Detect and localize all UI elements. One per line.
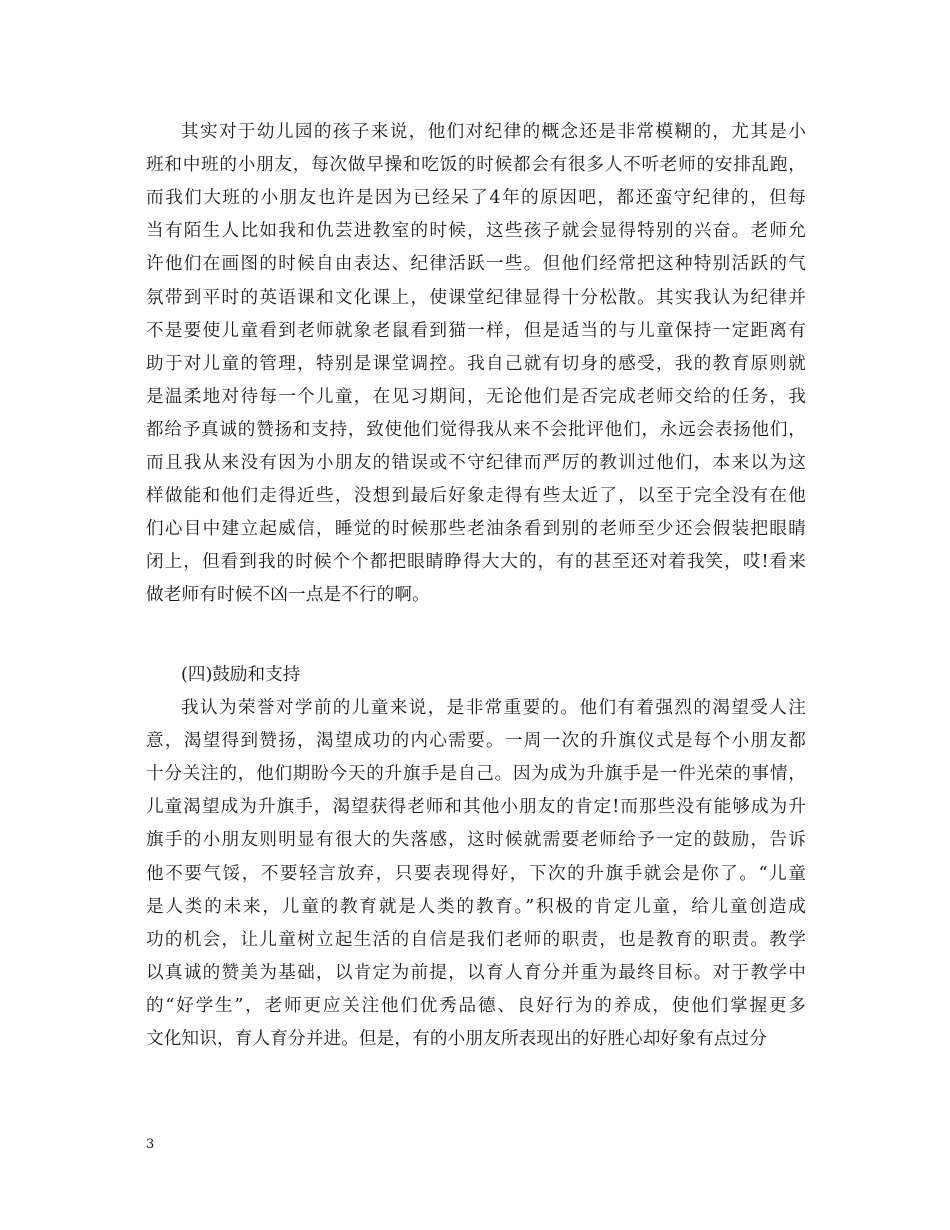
paragraph-line: 当有陌生人比如我和仇芸进教室的时候，这些孩子就会显得特别的兴奋。老师允 — [146, 221, 806, 242]
paragraph-line: 儿童渴望成为升旗手，渴望获得老师和其他小朋友的肯定!而那些没有能够成为升 — [146, 797, 806, 818]
paragraph-line: 而且我从来没有因为小朋友的错误或不守纪律而严厉的教训过他们，本来以为这 — [146, 453, 806, 473]
paragraph-line: 们心目中建立起威信，睡觉的时候那些老油条看到别的老师至少还会假装把眼睛 — [146, 519, 806, 540]
paragraph-line: 旗手的小朋友则明显有很大的失落感，这时候就需要老师给予一定的鼓励，告诉 — [146, 830, 806, 851]
paragraph-line: 意，渴望得到赞扬，渴望成功的内心需要。一周一次的升旗仪式是每个小朋友都 — [146, 731, 806, 752]
paragraph-line: 闭上，但看到我的时候个个都把眼睛睁得大大的，有的甚至还对着我笑，哎!看来 — [146, 552, 806, 573]
paragraph-line: 以真诚的赞美为基础，以肯定为前提，以育人育分并重为最终目标。对于教学中 — [146, 962, 806, 983]
paragraph-line: 助于对儿童的管理，特别是课堂调控。我自己就有切身的感受，我的教育原则就 — [146, 353, 806, 374]
paragraph-line: 的“好学生”，老师更应关注他们优秀品德、良好行为的养成，使他们掌握更多 — [146, 995, 806, 1016]
paragraph-line: 其实对于幼儿园的孩子来说，他们对纪律的概念还是非常模糊的，尤其是小 — [181, 122, 806, 142]
paragraph-line: 我认为荣誉对学前的儿童来说，是非常重要的。他们有着强烈的渴望受人注 — [181, 698, 806, 718]
paragraph-line: 功的机会，让儿童树立起生活的自信是我们老师的职责，也是教育的职责。教学 — [146, 929, 806, 950]
paragraph-line: 是人类的未来，儿童的教育就是人类的教育。”积极的肯定儿童，给儿童创造成 — [146, 896, 806, 917]
paragraph-line: 样做能和他们走得近些，没想到最后好象走得有些太近了，以至于完全没有在他 — [146, 486, 806, 507]
section-heading: (四)鼓励和支持 — [181, 665, 301, 685]
page-number: 3 — [146, 1137, 155, 1152]
paragraph-line: 十分关注的，他们期盼今天的升旗手是自己。因为成为升旗手是一件光荣的事情， — [146, 764, 806, 785]
paragraph-line: 许他们在画图的时候自由表达、纪律活跃一些。但他们经常把这种特别活跃的气 — [146, 254, 806, 275]
paragraph-line: 文化知识，育人育分并进。但是，有的小朋友所表现出的好胜心却好象有点过分 — [146, 1029, 768, 1049]
paragraph-line: 是温柔地对待每一个儿童，在见习期间，无论他们是否完成老师交给的任务，我 — [146, 386, 806, 407]
paragraph-line: 班和中班的小朋友，每次做早操和吃饭的时候都会有很多人不听老师的安排乱跑， — [146, 155, 806, 176]
paragraph-line: 而我们大班的小朋友也许是因为已经呆了4年的原因吧，都还蛮守纪律的，但每 — [146, 188, 806, 209]
paragraph-line: 都给予真诚的赞扬和支持，致使他们觉得我从来不会批评他们，永远会表扬他们， — [146, 419, 806, 440]
paragraph-line: 不是要使儿童看到老师就象老鼠看到猫一样，但是适当的与儿童保持一定距离有 — [146, 320, 806, 341]
paragraph-line: 他不要气馁，不要轻言放弃，只要表现得好，下次的升旗手就会是你了。“儿童 — [146, 863, 806, 884]
paragraph-line: 做老师有时候不凶一点是不行的啊。 — [146, 585, 430, 606]
paragraph-line: 氛带到平时的英语课和文化课上，使课堂纪律显得十分松散。其实我认为纪律并 — [146, 287, 806, 308]
